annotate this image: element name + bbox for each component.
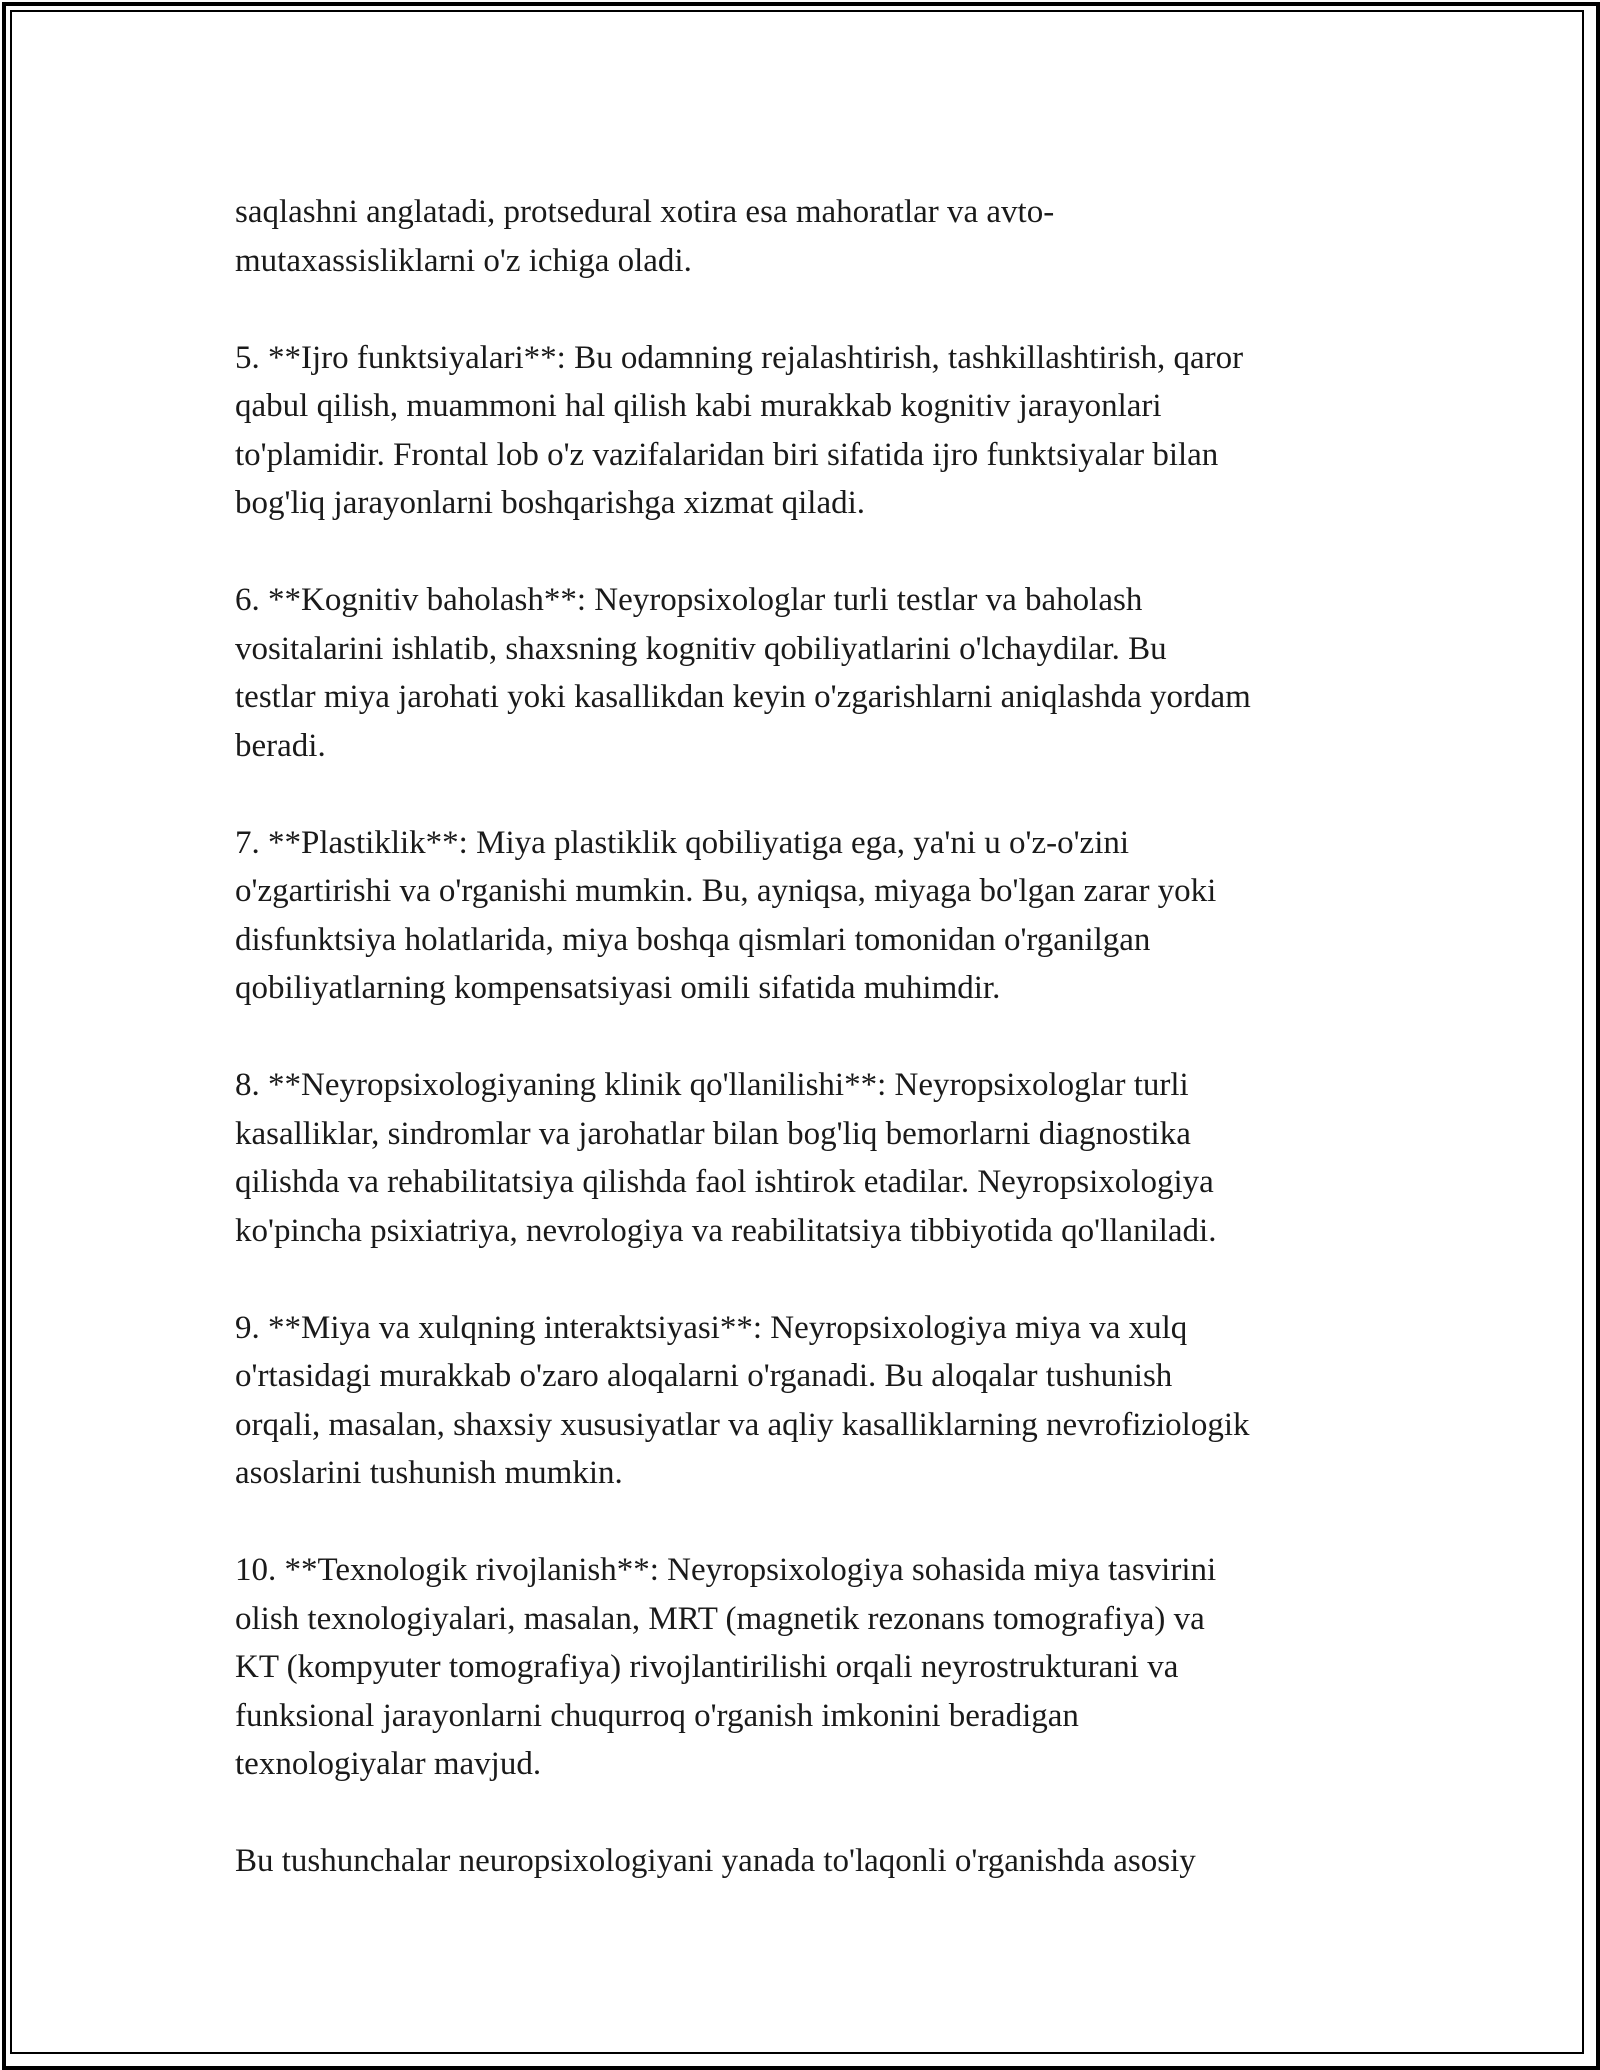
paragraph-memory-continuation: saqlashni anglatadi, protsedural xotira esa mahoratlar va avto- mutaxassisliklarni o'z ichiga oladi.	[235, 194, 1055, 279]
paragraph-cognitive-assessment: 6. **Kognitiv baholash**: Neyropsixologlar turli testlar va baholash vositalarini ishlatib, shaxsning kognitiv qobiliyatlarini o'lchaydilar. Bu testlar miya jarohati yoki kasallikdan keyin o'zgarishlarni aniqlashda yordam beradi.	[235, 582, 1251, 764]
paragraph-brain-behavior-interaction: 9. **Miya va xulqning interaktsiyasi**: Neyropsixologiya miya va xulq o'rtasidagi murakkab o'zaro aloqalarni o'rganadi. Bu aloqalar tushunish orqali, masalan, shaxsiy xususiyatlar va aqliy kasalliklarning nevrofiziologik asoslarini tushunish mumkin.	[235, 1309, 1250, 1491]
document-body	[235, 188, 1385, 1886]
paragraph-clinical-application: 8. **Neyropsixologiyaning klinik qo'llanilishi**: Neyropsixologlar turli kasalliklar, sindromlar va jarohatlar bilan bog'liq bemorlarni diagnostika qilishda va rehabilitatsiya qilishda faol ishtirok etadilar. Neyropsixologiya ko'pincha psixiatriya, nevrologiya va reabilitatsiya tibbiyotida qo'llaniladi.	[235, 1067, 1217, 1249]
paragraph-plasticity: 7. **Plastiklik**: Miya plastiklik qobiliyatiga ega, ya'ni u o'z-o'zini o'zgartirishi va o'rganishi mumkin. Bu, ayniqsa, miyaga bo'lgan zarar yoki disfunktsiya holatlarida, miya boshqa qismlari tomonidan o'rganilgan qobiliyatlarning kompensatsiyasi omili sifatida muhimdir.	[235, 824, 1217, 1006]
paragraph-conclusion: Bu tushunchalar neuropsixologiyani yanada to'laqonli o'rganishda asosiy	[235, 1843, 1196, 1879]
paragraph-executive-functions: 5. **Ijro funktsiyalari**: Bu odamning rejalashtirish, tashkillashtirish, qaror qabul qilish, muammoni hal qilish kabi murakkab kognitiv jarayonlari to'plamidir. Frontal lob o'z vazifalaridan biri sifatida ijro funktsiyalar bilan bog'liq jarayonlarni boshqarishga xizmat qiladi.	[235, 339, 1244, 521]
paragraph-technological-development: 10. **Texnologik rivojlanish**: Neyropsixologiya sohasida miya tasvirini olish texnologiyalari, masalan, MRT (magnetik rezonans tomografiya) va KT (kompyuter tomografiya) rivojlantirilishi orqali neyrostrukturani va funksional jarayonlarni chuqurroq o'rganish imkonini beradigan texnologiyalar mavjud.	[235, 1552, 1217, 1782]
